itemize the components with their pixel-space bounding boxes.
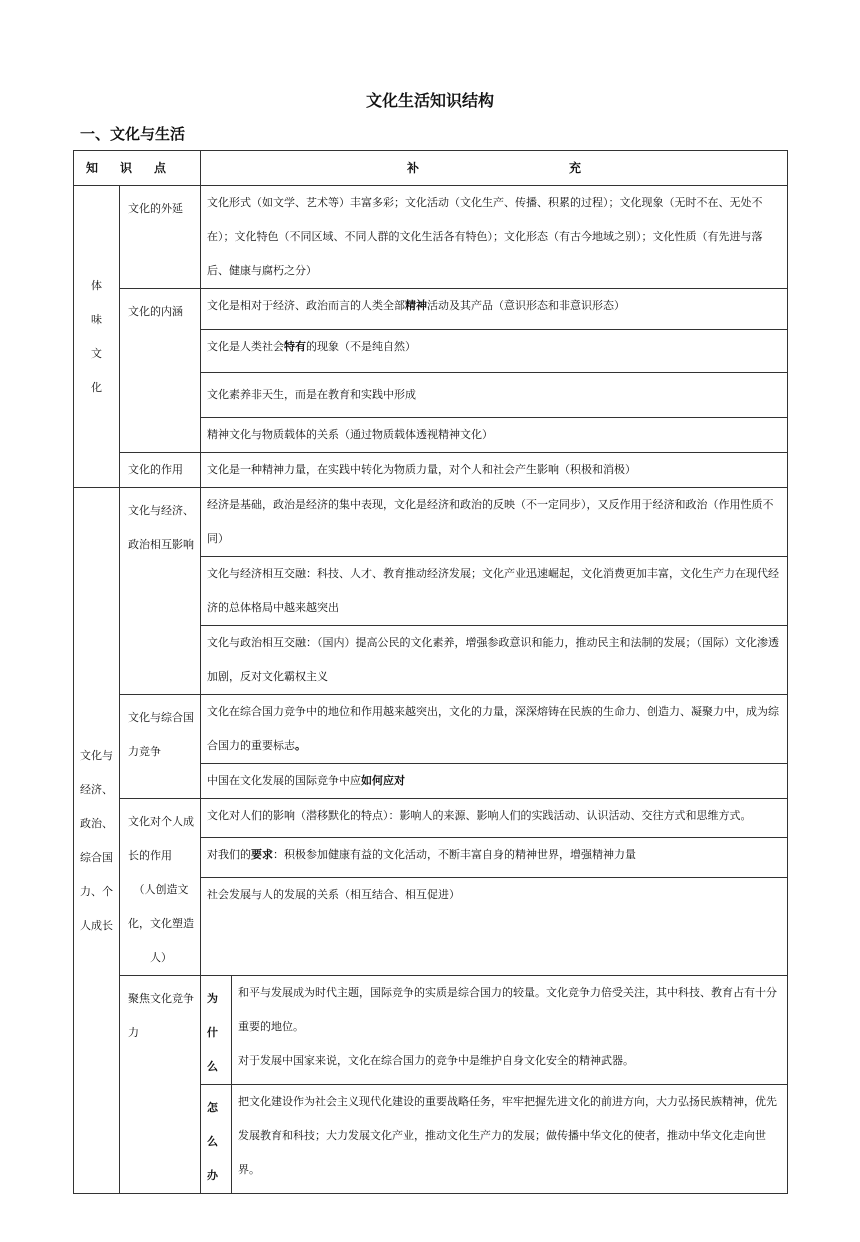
header-row [74, 151, 788, 186]
content-cell: 中国在文化发展的国际竞争中应如何应对 [201, 764, 788, 799]
content-cell: 对我们的要求：积极参加健康有益的文化活动，不断丰富自身的精神世界，增强精神力量 [201, 838, 788, 877]
content-cell: 文化形式（如文学、艺术等）丰富多彩；文化活动（文化生产、传播、积累的过程）；文化现象（无时不在、无处不在）；文化特色（不同区域、不同人群的文化生活各有特色）；文化形态（有古今地域之别）；文化性质（有先进与落后、健康与腐朽之分） [201, 186, 788, 289]
content-cell: 社会发展与人的发展的关系（相互结合、相互促进） [201, 877, 788, 975]
topic-cell: 文化对个人成长的作用 （人创造文化，文化塑造人） [120, 799, 201, 976]
topic-cell: 文化的外延 [120, 186, 201, 289]
topic-cell: 文化的作用 [120, 453, 201, 488]
content-cell: 文化与政治相互交融：（国内）提高公民的文化素养，增强参政意识和能力，推动民主和法制的发展；（国际）文化渗透加剧，反对文化霸权主义 [201, 626, 788, 695]
content-cell: 文化与经济相互交融：科技、人才、教育推动经济发展；文化产业迅速崛起，文化消费更加丰富，文化生产力在现代经济的总体格局中越来越突出 [201, 557, 788, 626]
topic-cell: 文化的内涵 [120, 289, 201, 453]
table-row [74, 976, 788, 1085]
question-label: 怎么办 [201, 1085, 232, 1194]
content-cell: 文化在综合国力竞争中的地位和作用越来越突出，文化的力量，深深熔铸在民族的生命力、创造力、凝聚力中，成为综合国力的重要标志。 [201, 695, 788, 764]
table-row [74, 289, 788, 330]
content-cell: 和平与发展成为时代主题，国际竞争的实质是综合国力的较量。文化竞争力倍受关注，其中科技、教育占有十分重要的地位。 对于发展中国家来说，文化在综合国力的竞争中是维护自身文化安全的精神武器。 [232, 976, 788, 1085]
content-cell: 文化对人们的影响（潜移默化的特点）：影响人的来源、影响人们的实践活动、认识活动、交往方式和思维方式。 [201, 799, 788, 838]
table-row [74, 186, 788, 289]
content-cell: 文化是一种精神力量，在实践中转化为物质力量，对个人和社会产生影响（积极和消极） [201, 453, 788, 488]
topic-cell: 文化与经济、政治相互影响 [120, 488, 201, 695]
content-cell: 文化是人类社会特有的现象（不是纯自然） [201, 330, 788, 373]
page-title: 文化生活知识结构 [365, 91, 494, 110]
header-knowledge-point: 知识点 [74, 151, 201, 186]
topic-cell: 文化与综合国力竞争 [120, 695, 201, 799]
question-label: 为什么 [201, 976, 232, 1085]
content-cell: 文化是相对于经济、政治而言的人类全部精神活动及其产品（意识形态和非意识形态） [201, 289, 788, 330]
topic-cell: 聚焦文化竞争力 [120, 976, 201, 1194]
content-cell: 文化素养非天生，而是在教育和实践中形成 [201, 373, 788, 418]
section-heading: 一、文化与生活 [80, 125, 186, 143]
table-row [74, 695, 788, 764]
content-cell: 把文化建设作为社会主义现代化建设的重要战略任务，牢牢把握先进文化的前进方向，大力弘扬民族精神，优先发展教育和科技；大力发展文化产业，推动文化生产力的发展；做传播中华文化的使者，推动中华文化走向世界。 [232, 1085, 788, 1194]
table-row [74, 453, 788, 488]
category-cell: 文化与经济、政治、综合国力、个人成长 [74, 488, 120, 1194]
category-cell: 体味文化 [74, 186, 120, 488]
content-cell: 经济是基础，政治是经济的集中表现，文化是经济和政治的反映（不一定同步），又反作用于经济和政治（作用性质不同） [201, 488, 788, 557]
knowledge-table [73, 150, 788, 1194]
header-supplement: 补充 [201, 151, 788, 186]
table-row [74, 488, 788, 557]
content-cell: 精神文化与物质载体的关系（通过物质载体透视精神文化） [201, 418, 788, 453]
table-row [74, 799, 788, 838]
